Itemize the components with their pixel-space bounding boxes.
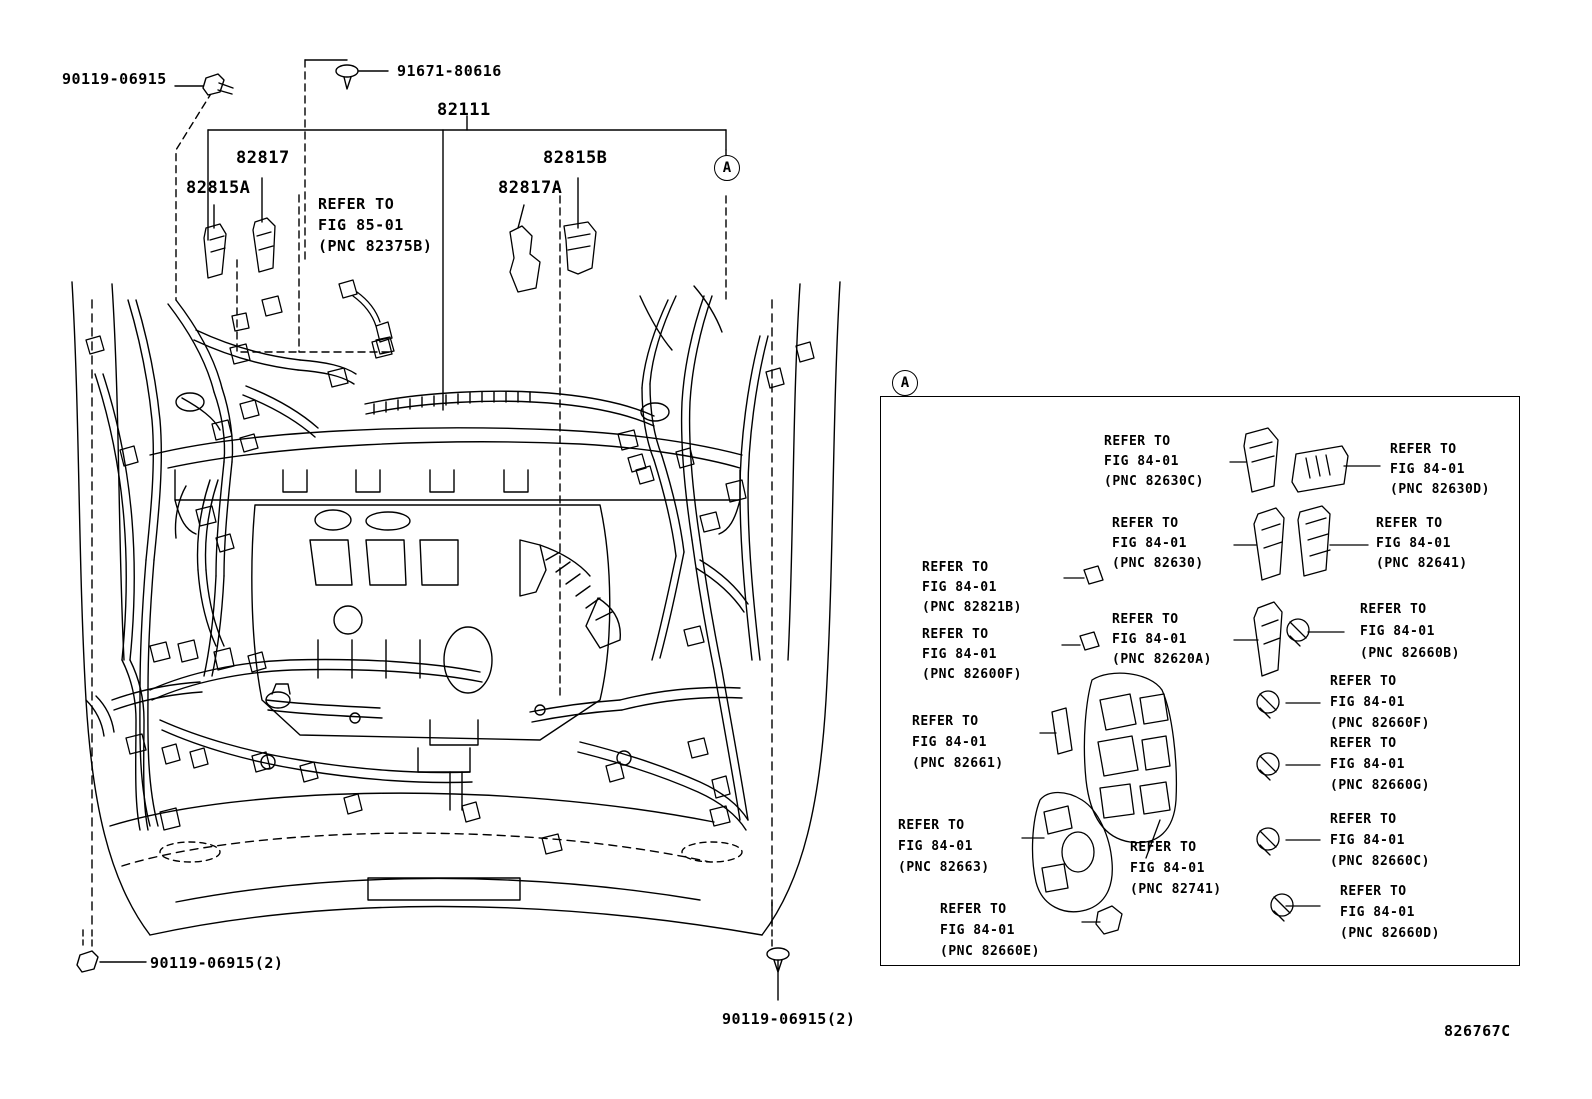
inset-ref-6-l1: REFER TO [1360,602,1427,617]
inset-ref-3-l3: (PNC 82641) [1376,556,1468,571]
inset-ref-4-l3: (PNC 82821B) [922,600,1022,615]
part-number-82817: 82817 [236,148,290,168]
inset-ref-14-l3: (PNC 82660E) [940,944,1040,959]
callout-a-main: A [714,155,740,181]
inset-ref-2-l3: (PNC 82630) [1112,556,1204,571]
inset-ref-11-l2: FIG 84-01 [1330,833,1405,848]
refer-fig85-line3: (PNC 82375B) [318,237,433,255]
inset-ref-4-l2: FIG 84-01 [922,580,997,595]
inset-ref-10-l3: (PNC 82661) [912,756,1004,771]
inset-ref-8-l2: FIG 84-01 [1330,695,1405,710]
inset-ref-5-l3: (PNC 82620A) [1112,652,1212,667]
callout-a-inset: A [892,370,918,396]
part-code-90119-06915-bottom-left: 90119-06915(2) [150,954,284,972]
inset-ref-6-l3: (PNC 82660B) [1360,646,1460,661]
inset-ref-13-l3: (PNC 82741) [1130,882,1222,897]
refer-fig85-line1: REFER TO [318,195,395,213]
part-number-82817A: 82817A [498,178,563,198]
inset-ref-15-l1: REFER TO [1340,884,1407,899]
inset-ref-0-l1: REFER TO [1104,434,1171,449]
inset-ref-1-l2: FIG 84-01 [1390,462,1465,477]
inset-ref-7-l1: REFER TO [922,627,989,642]
inset-ref-2-l1: REFER TO [1112,516,1179,531]
inset-ref-8-l3: (PNC 82660F) [1330,716,1430,731]
part-number-82111: 82111 [437,100,491,120]
inset-ref-1-l1: REFER TO [1390,442,1457,457]
inset-ref-12-l1: REFER TO [898,818,965,833]
inset-ref-15-l2: FIG 84-01 [1340,905,1415,920]
inset-ref-10-l2: FIG 84-01 [912,735,987,750]
part-number-82815A: 82815A [186,178,251,198]
part-code-91671-80616: 91671-80616 [397,62,502,80]
inset-ref-11-l1: REFER TO [1330,812,1397,827]
refer-fig85-line2: FIG 85-01 [318,216,404,234]
inset-ref-13-l2: FIG 84-01 [1130,861,1205,876]
inset-ref-3-l1: REFER TO [1376,516,1443,531]
inset-ref-14-l2: FIG 84-01 [940,923,1015,938]
inset-ref-13-l1: REFER TO [1130,840,1197,855]
inset-ref-2-l2: FIG 84-01 [1112,536,1187,551]
inset-ref-5-l2: FIG 84-01 [1112,632,1187,647]
inset-ref-3-l2: FIG 84-01 [1376,536,1451,551]
part-number-82815B: 82815B [543,148,608,168]
inset-ref-9-l2: FIG 84-01 [1330,757,1405,772]
inset-ref-4-l1: REFER TO [922,560,989,575]
inset-ref-12-l2: FIG 84-01 [898,839,973,854]
inset-ref-15-l3: (PNC 82660D) [1340,926,1440,941]
inset-ref-7-l2: FIG 84-01 [922,647,997,662]
inset-ref-10-l1: REFER TO [912,714,979,729]
inset-ref-0-l3: (PNC 82630C) [1104,474,1204,489]
inset-ref-8-l1: REFER TO [1330,674,1397,689]
inset-ref-0-l2: FIG 84-01 [1104,454,1179,469]
inset-ref-9-l3: (PNC 82660G) [1330,778,1430,793]
inset-ref-14-l1: REFER TO [940,902,1007,917]
inset-ref-7-l3: (PNC 82600F) [922,667,1022,682]
inset-ref-11-l3: (PNC 82660C) [1330,854,1430,869]
inset-ref-9-l1: REFER TO [1330,736,1397,751]
inset-ref-12-l3: (PNC 82663) [898,860,990,875]
part-code-90119-06915-bottom-right: 90119-06915(2) [722,1010,856,1028]
part-code-90119-06915-top: 90119-06915 [62,70,167,88]
figure-id: 826767C [1444,1022,1511,1040]
inset-ref-5-l1: REFER TO [1112,612,1179,627]
inset-ref-6-l2: FIG 84-01 [1360,624,1435,639]
inset-ref-1-l3: (PNC 82630D) [1390,482,1490,497]
